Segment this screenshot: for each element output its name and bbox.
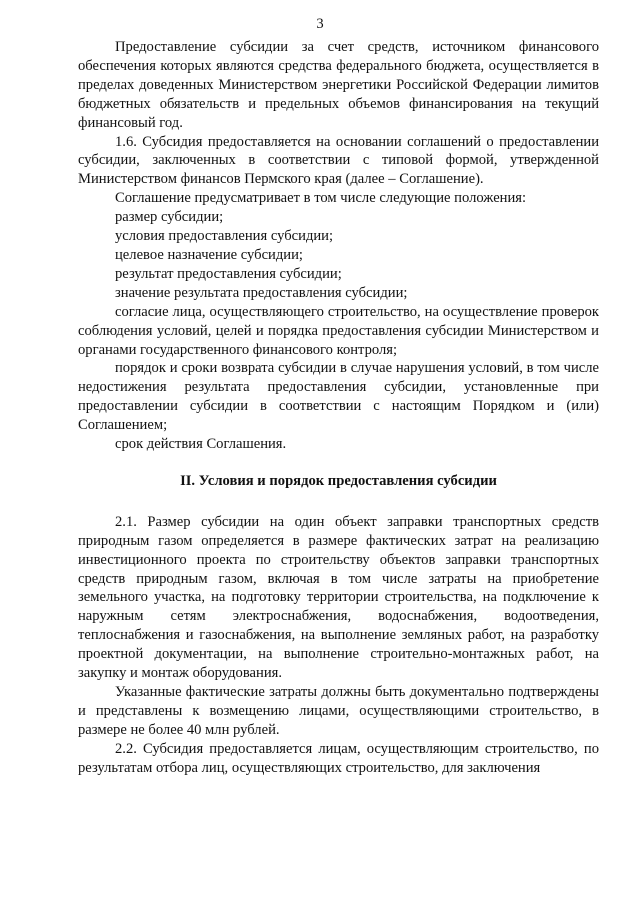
costs-paragraph: Указанные фактические затраты должны быть документально подтверждены и представлены к возмещению лицами, осуществляющими строительство, в размере не более 40 млн рублей. (78, 684, 599, 738)
clause-2-2: 2.2. Субсидия предоставляется лицам, осуществляющим строительство, по результатам отбора лиц, осуществляющих строительство, для заключения (78, 740, 599, 776)
document-body (78, 38, 599, 778)
agreement-item-size: размер субсидии; (115, 209, 224, 226)
intro-paragraph: Предоставление субсидии за счет средств, источником финансового обеспечения которых являются средства федерального бюджета, осуществляется в пределах доведенных Министерством энергетики Российской Федерации лимитов бюджетных обязательств и предельных объемов финансирования на текущий финансовый год. (78, 39, 599, 131)
refund-paragraph: порядок и сроки возврата субсидии в случае нарушения условий, в том числе недостижения результата предоставления субсидии, установленные при предоставлении субсидии в соответствии с настоящим Порядком и (или) Соглашением; (78, 360, 599, 434)
clause-2-1: 2.1. Размер субсидии на один объект заправки транспортных средств природным газом определяется в размере фактических затрат на реализацию инвестиционного проекта по строительству объектов заправки транспортных средств природным газом, включая в том числе затраты на приобретение земельного участка, на подготовку территории строительства, на подключение к наружным сетям электроснабжения, водоснабжения, водоотведения, теплоснабжения и газоснабжения, на выполнение земляных работ, на разработку проектной документации, на выполнение строительно-монтажных работ, на закупку и монтаж оборудования. (78, 513, 599, 682)
agreement-item-conditions: условия предоставления субсидии; (115, 228, 334, 245)
term-item: срок действия Соглашения. (115, 436, 287, 453)
section-2-heading: II. Условия и порядок предоставления субсидии (180, 472, 497, 489)
agreement-item-purpose: целевое назначение субсидии; (115, 246, 303, 263)
clause-1-6: 1.6. Субсидия предоставляется на основании соглашений о предоставлении субсидии, заключенных в соответствии с типовой формой, утвержденной Министерством финансов Пермского края (далее – Соглашение). (78, 133, 599, 188)
page-number: 3 (316, 16, 324, 32)
consent-paragraph: согласие лица, осуществляющего строительство, на осуществление проверок соблюдения условий, целей и порядка предоставления субсидии Министерством и органами государственного финансового контроля; (78, 303, 599, 358)
agreement-intro: Соглашение предусматривает в том числе следующие положения: (115, 190, 527, 207)
agreement-item-result-value: значение результата предоставления субсидии; (115, 284, 408, 301)
agreement-item-result: результат предоставления субсидии; (115, 265, 342, 282)
